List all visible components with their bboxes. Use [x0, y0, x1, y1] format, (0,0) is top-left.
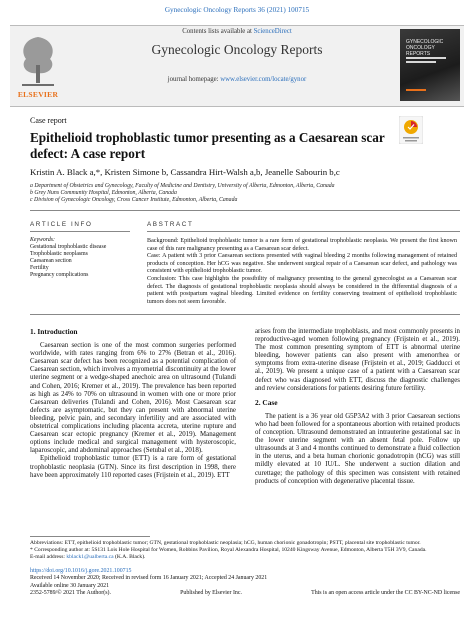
case-paragraph: The patient is a 36 year old G5P3A2 with 3 prior Caesarean sections who had been followed for a spontaneous abortion with retained products of conception. Ultrasound demonstrated an intrauterine gestational sac in the lower uterine segment with an absent fetal pole. Follow up ultrasounds at 3 and 4 months continued to demonstrate a fluid collection in the uterus, and a beta human chorionic gonadotropin (hCG) was still mildly elevated at 10 IU/L. She underwent a suction dilation and curettage; the pathology of this specimen was consistent with retained products of conception with degenerative placental tissue. — [255, 412, 460, 485]
introduction-heading: 1. Introduction — [30, 327, 78, 336]
email-link[interactable]: kblack1@ualberta.ca — [66, 554, 114, 560]
abstract-background: Background: Epithelioid trophoblastic tumor is a rare form of gestational trophoblastic neoplasia. We present the first known case of this rare malignancy presenting as a Caesarean scar defect. — [147, 238, 457, 252]
intro-paragraph: Caesarean section is one of the most common surgeries performed worldwide, with rates ranging from 6% to 27% (Betran et al., 2016). Caesarean scar defect has been recognized as a potential complication of Caesarean section, which involves a myometrial discontinuity at the lower uterine segment or a wedge-shaped anechoic area on ultrasound (Tulandi and Cohen, 2016; Kremer et al., 2019). The prevalence has been reported as high as 24% to 70% on ultrasound in women with one or more prior Caesarean deliveries (Tulandi and Cohen, 2016). Most Caesarean scar defects are asymptomatic, but they can present with abnormal uterine bleeding, pelvic pain, and secondary infertility and are associated with obstetrical complications including placenta accreta, uterine rupture and Caesarean scar ectopic pregnancy (Kremer et al., 2019). Management options include medical and surgical management with hysteroscopic, laparoscopic, and abdominal approaches (Setubal et al., 2018). — [30, 342, 236, 455]
keyword: Gestational trophoblastic disease — [30, 244, 107, 250]
divider — [147, 231, 460, 232]
journal-banner — [10, 25, 464, 107]
right-column — [255, 328, 460, 486]
journal-reference[interactable]: Gynecologic Oncology Reports 36 (2021) 100715 — [164, 6, 310, 14]
footnote-divider — [30, 536, 150, 537]
license-line: This is an open access article under the CC BY-NC-ND license — [311, 590, 460, 597]
divider — [30, 314, 460, 315]
affiliation-c: c Division of Gynecologic Oncology, Cross Cancer Institute, Edmonton, Alberta, Canada — [30, 197, 238, 203]
affiliation-a: a Department of Obstetrics and Gynecology, Faculty of Medicine and Dentistry, University of Alberta, Edmonton, Alberta, Canada — [30, 183, 335, 189]
journal-title: Gynecologic Oncology Reports — [151, 42, 323, 57]
doi-link[interactable]: https://doi.org/10.1016/j.gore.2021.100715 — [30, 568, 132, 574]
history: Received 14 November 2020; Received in revised form 16 January 2021; Accepted 24 January 2021 — [30, 575, 268, 582]
article-metadata — [30, 568, 460, 598]
divider — [30, 231, 130, 232]
affiliation-b: b Grey Nuns Community Hospital, Edmonton, Alberta, Canada — [30, 190, 177, 196]
abstract-body — [147, 238, 457, 306]
keyword: Caesarean section — [30, 258, 72, 264]
left-column — [30, 328, 236, 480]
author-list: Kristin A. Black a,*, Kristen Simone b, Cassandra Hirt-Walsh a,b, Jeanelle Sabourin b,c — [30, 167, 340, 177]
abstract-case: Case: A patient with 3 prior Caesarean sections presented with vaginal bleeding 2 months following management of retained products of conception. Her hCG was negative. She underwent surgical repair of a Caesarean scar defect, and pathology was consistent with epithelioid trophoblastic tumor. — [147, 253, 457, 275]
available-online: Available online 30 January 2021 — [30, 582, 110, 589]
abbreviations-note: Abbreviations: ETT, epithelioid trophoblastic tumor; GTN, gestational trophoblastic neoplasia; hCG, human chorionic gonadotropin; PSTT, placental site trophoblastic tumor. — [30, 540, 421, 546]
keyword: Pregnancy complications — [30, 272, 89, 278]
corresponding-note: * Corresponding author at: 5S131 Lois Hole Hospital for Women, Robbins Pavilion, Royal Alexandra Hospital, 10240 Kingsway Avenue, Edmonton, Alberta T5H 3V9, Canada. — [30, 547, 427, 553]
email-line: E-mail address: kblack1@ualberta.ca (K.A. Black). — [30, 554, 146, 560]
publisher-name: ELSEVIER — [17, 90, 59, 99]
homepage-link[interactable]: www.elsevier.com/locate/gynor — [220, 76, 307, 83]
intro-continued: arises from the intermediate trophoblasts, and most commonly presents in reproductive-aged women following pregnancy (Frijstein et al., 2019). The most common presenting symptom of ETT is abnormal uterine bleeding, however patients can also present with amenorrhea or symptoms from extra-uterine disease (Frijstein et al., 2019; Gadducci et al., 2019). We present a unique case of a patient with a Caesarean scar defect who was diagnosed with ETT, discuss the diagnostic challenges and review considerations for patients desiring future fertility. — [255, 328, 460, 392]
journal-cover — [400, 29, 460, 101]
cover-title: GYNECOLOGIC ONCOLOGY REPORTS — [406, 39, 444, 57]
divider — [30, 210, 460, 211]
keyword: Trophoblastic neoplasms — [30, 251, 88, 257]
publisher-line: Published by Elsevier Inc. — [180, 590, 242, 597]
contents-prefix: Contents lists available at — [182, 28, 254, 35]
intro-paragraph: Epithelioid trophoblastic tumor (ETT) is a rare form of gestational trophoblastic neoplasia (GTN). Since its first description in 1998, there have been approximately 110 reported cases (Frijstein et al., 2019). ETT — [30, 455, 236, 479]
copyright-line — [30, 590, 460, 597]
case-heading: 2. Case — [255, 397, 278, 407]
homepage-prefix: journal homepage: — [167, 76, 221, 83]
article-type: Case report — [30, 116, 67, 125]
issn: 2352-5789/© 2021 The Author(s). — [30, 590, 111, 597]
abstract-heading: ABSTRACT — [147, 221, 194, 228]
footnotes — [30, 540, 460, 561]
keywords-list — [30, 244, 130, 279]
keyword: Fertility — [30, 265, 49, 271]
article-info-heading: ARTICLE INFO — [30, 221, 93, 228]
abstract-conclusion: Conclusion: This case highlights the possibility of malignancy presenting to the general gynecologist as a Caesarean scar defect. The diagnosis of gestational trophoblastic neoplasia should always be considered in the differential diagnosis of a patient with postpartum vaginal bleeding. Limited evidence on fertility conserving treatment of epithelioid trophoblastic tumors does not seem favorable. — [147, 275, 457, 305]
check-for-updates-icon[interactable] — [399, 116, 423, 144]
sciencedirect-link[interactable]: ScienceDirect — [253, 28, 292, 35]
article-title: Epithelioid trophoblastic tumor presenting as a Caesarean scar defect: A case report — [30, 130, 385, 161]
keywords-label: Keywords: — [30, 237, 55, 243]
